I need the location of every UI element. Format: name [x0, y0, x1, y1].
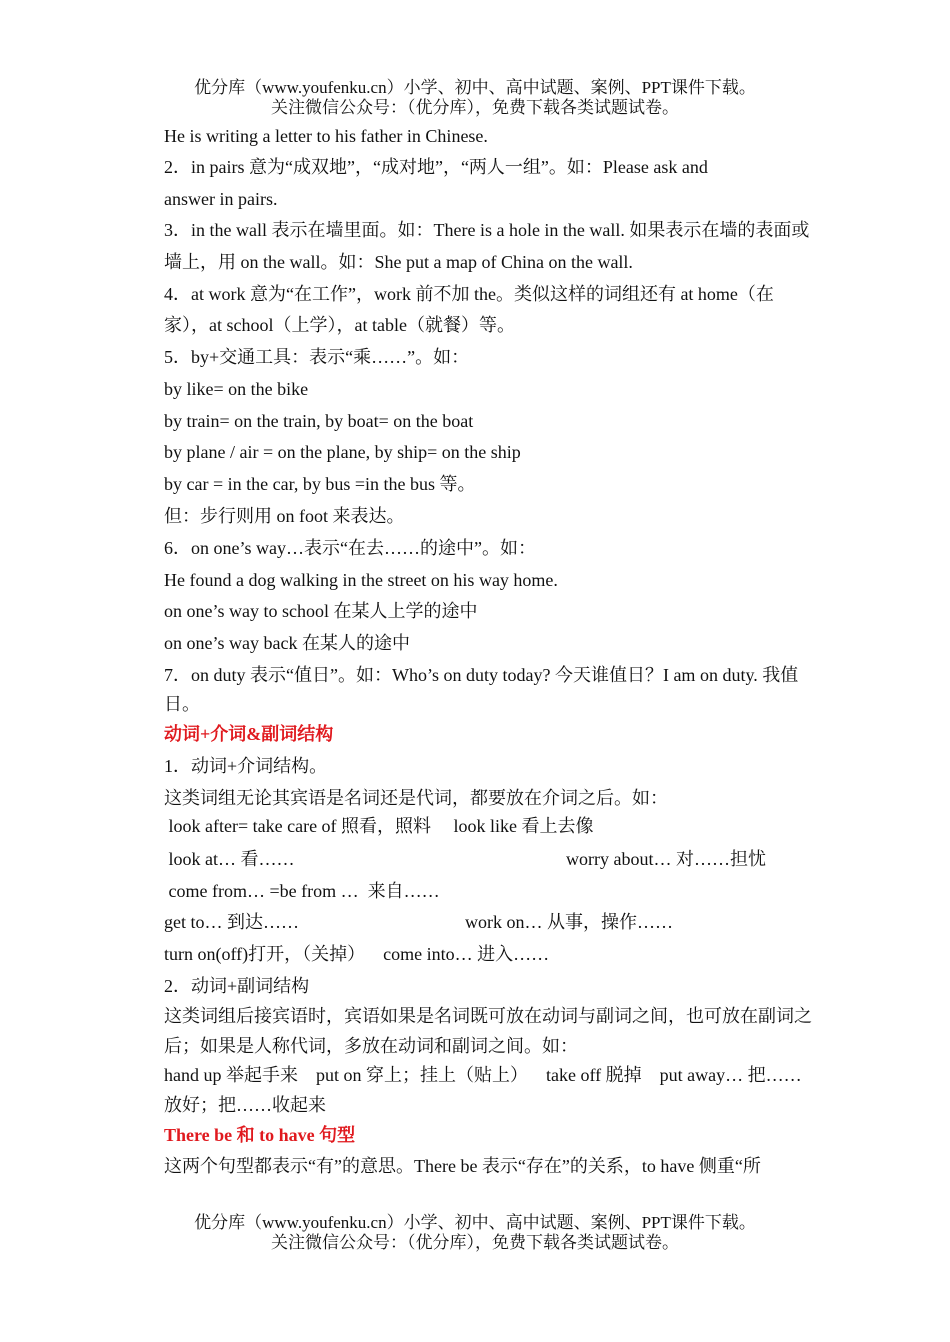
text-line: answer in pairs.: [164, 189, 278, 209]
text-line: 日。: [164, 694, 200, 714]
text-line: 5．by+交通工具：表示“乘……”。如：: [164, 347, 470, 367]
text-line: on one’s way back 在某人的途中: [164, 633, 410, 653]
text-line: 1．动词+介词结构。: [164, 756, 328, 776]
text-line: 这类词组后接宾语时，宾语如果是名词既可放在动词与副词之间，也可放在副词之: [164, 1006, 812, 1026]
text-line: 6．on one’s way…表示“在去……的途中”。如：: [164, 538, 536, 558]
text-line: hand up 举起手来 put on 穿上；挂上（贴上） take off 脱掉 put away… 把……: [164, 1065, 802, 1085]
text-line: by plane / air = on the plane, by ship= on the ship: [164, 442, 521, 462]
page-header-line1: 优分库（www.youfenku.cn）小学、初中、高中试题、案例、PPT课件下载。: [194, 78, 756, 97]
text-line: 3．in the wall 表示在墙里面。如：There is a hole in the wall. 如果表示在墙的表面或: [164, 220, 810, 240]
text-line: 这类词组无论其宾语是名词还是代词，都要放在介词之后。如：: [164, 788, 668, 808]
section-heading: There be 和 to have 句型: [164, 1125, 356, 1145]
text-line: by like= on the bike: [164, 379, 309, 399]
text-line: on one’s way to school 在某人上学的途中: [164, 601, 478, 621]
text-line: look after= take care of 照看，照料 look like 看上去像: [164, 816, 594, 836]
text-line: 放好；把……收起来: [164, 1095, 326, 1115]
text-line: 2．in pairs 意为“成双地”，“成对地”，“两人一组”。如：Please ask and: [164, 157, 708, 177]
page-header-line2: 关注微信公众号：（优分库），免费下载各类试题试卷。: [271, 98, 679, 117]
phrase-right: worry about… 对……担忧: [566, 849, 766, 869]
text-line: 家），at school（上学），at table（就餐）等。: [164, 315, 515, 335]
page-footer-line2: 关注微信公众号：（优分库），免费下载各类试题试卷。: [271, 1233, 679, 1252]
text-line: 后；如果是人称代词，多放在动词和副词之间。如：: [164, 1036, 578, 1056]
text-line: 4．at work 意为“在工作”，work 前不加 the。类似这样的词组还有 at home（在: [164, 284, 774, 304]
text-line: 7．on duty 表示“值日”。如：Who’s on duty today? 今天谁值日？I am on duty. 我值: [164, 665, 799, 685]
page-footer-line1: 优分库（www.youfenku.cn）小学、初中、高中试题、案例、PPT课件下载。: [194, 1213, 756, 1232]
text-line: 墙上，用 on the wall。如：She put a map of China on the wall.: [164, 252, 633, 272]
phrase-left: look at… 看……: [164, 849, 295, 869]
phrase-right: work on… 从事，操作……: [465, 912, 673, 932]
section-heading: 动词+介词&副词结构: [164, 724, 334, 744]
text-line: by train= on the train, by boat= on the boat: [164, 411, 474, 431]
text-line: He is writing a letter to his father in Chinese.: [164, 126, 488, 146]
text-line: turn on(off)打开，（关掉） come into… 进入……: [164, 944, 550, 964]
text-line: 2．动词+副词结构: [164, 976, 310, 996]
phrase-left: get to… 到达……: [164, 912, 299, 932]
text-line: come from… =be from … 来自……: [164, 881, 440, 901]
text-line: by car = in the car, by bus =in the bus 等。: [164, 474, 476, 494]
text-line: 但：步行则用 on foot 来表达。: [164, 506, 405, 526]
text-line: 这两个句型都表示“有”的意思。There be 表示“存在”的关系，to have 侧重“所: [164, 1156, 761, 1176]
text-line: He found a dog walking in the street on his way home.: [164, 570, 558, 590]
